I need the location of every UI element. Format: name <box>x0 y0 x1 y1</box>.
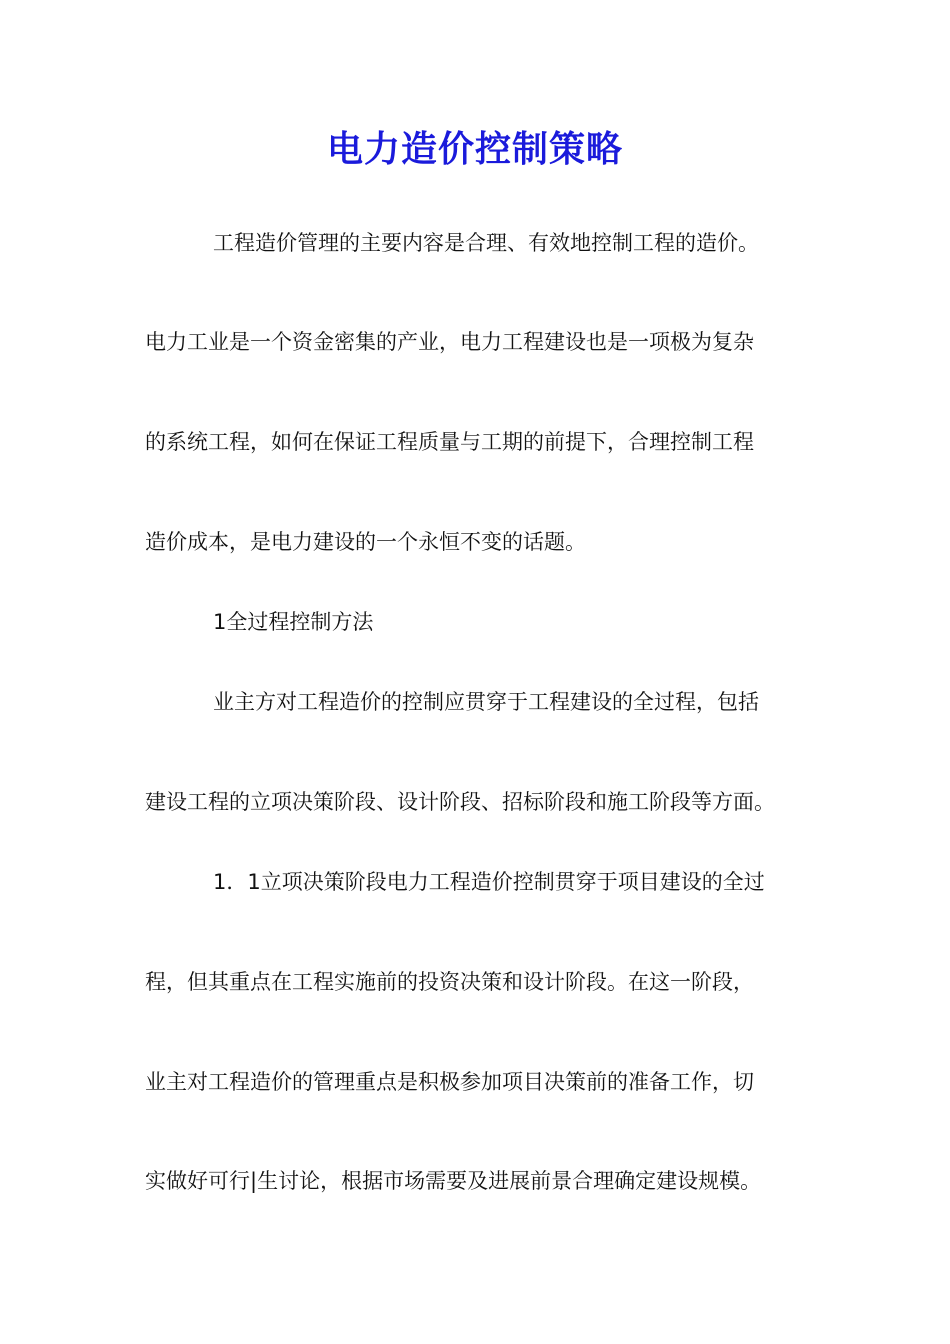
paragraph-line: 工程造价管理的主要内容是合理、有效地控制工程的造价。 <box>213 231 759 255</box>
paragraph-line: 的系统工程，如何在保证工程质量与工期的前提下，合理控制工程 <box>145 430 754 454</box>
paragraph-line: 业主方对工程造价的控制应贯穿于工程建设的全过程，包括 <box>213 690 759 714</box>
document-title: 电力造价控制策略 <box>326 129 623 170</box>
paragraph-line: 程，但其重点在工程实施前的投资决策和设计阶段。在这一阶段， <box>145 970 754 994</box>
paragraph-line: 建设工程的立项决策阶段、设计阶段、招标阶段和施工阶段等方面。 <box>145 790 775 814</box>
paragraph-line: 业主对工程造价的管理重点是积极参加项目决策前的准备工作，切 <box>145 1070 754 1094</box>
paragraph-line: 1．1立项决策阶段电力工程造价控制贯穿于项目建设的全过 <box>213 870 765 894</box>
paragraph-line: 电力工业是一个资金密集的产业，电力工程建设也是一项极为复杂 <box>145 330 754 354</box>
paragraph-line: 造价成本，是电力建设的一个永恒不变的话题。 <box>145 530 586 554</box>
section-heading: 1全过程控制方法 <box>213 610 374 634</box>
paragraph-line: 实做好可行|生讨论，根据市场需要及进展前景合理确定建设规模。 <box>145 1169 762 1193</box>
